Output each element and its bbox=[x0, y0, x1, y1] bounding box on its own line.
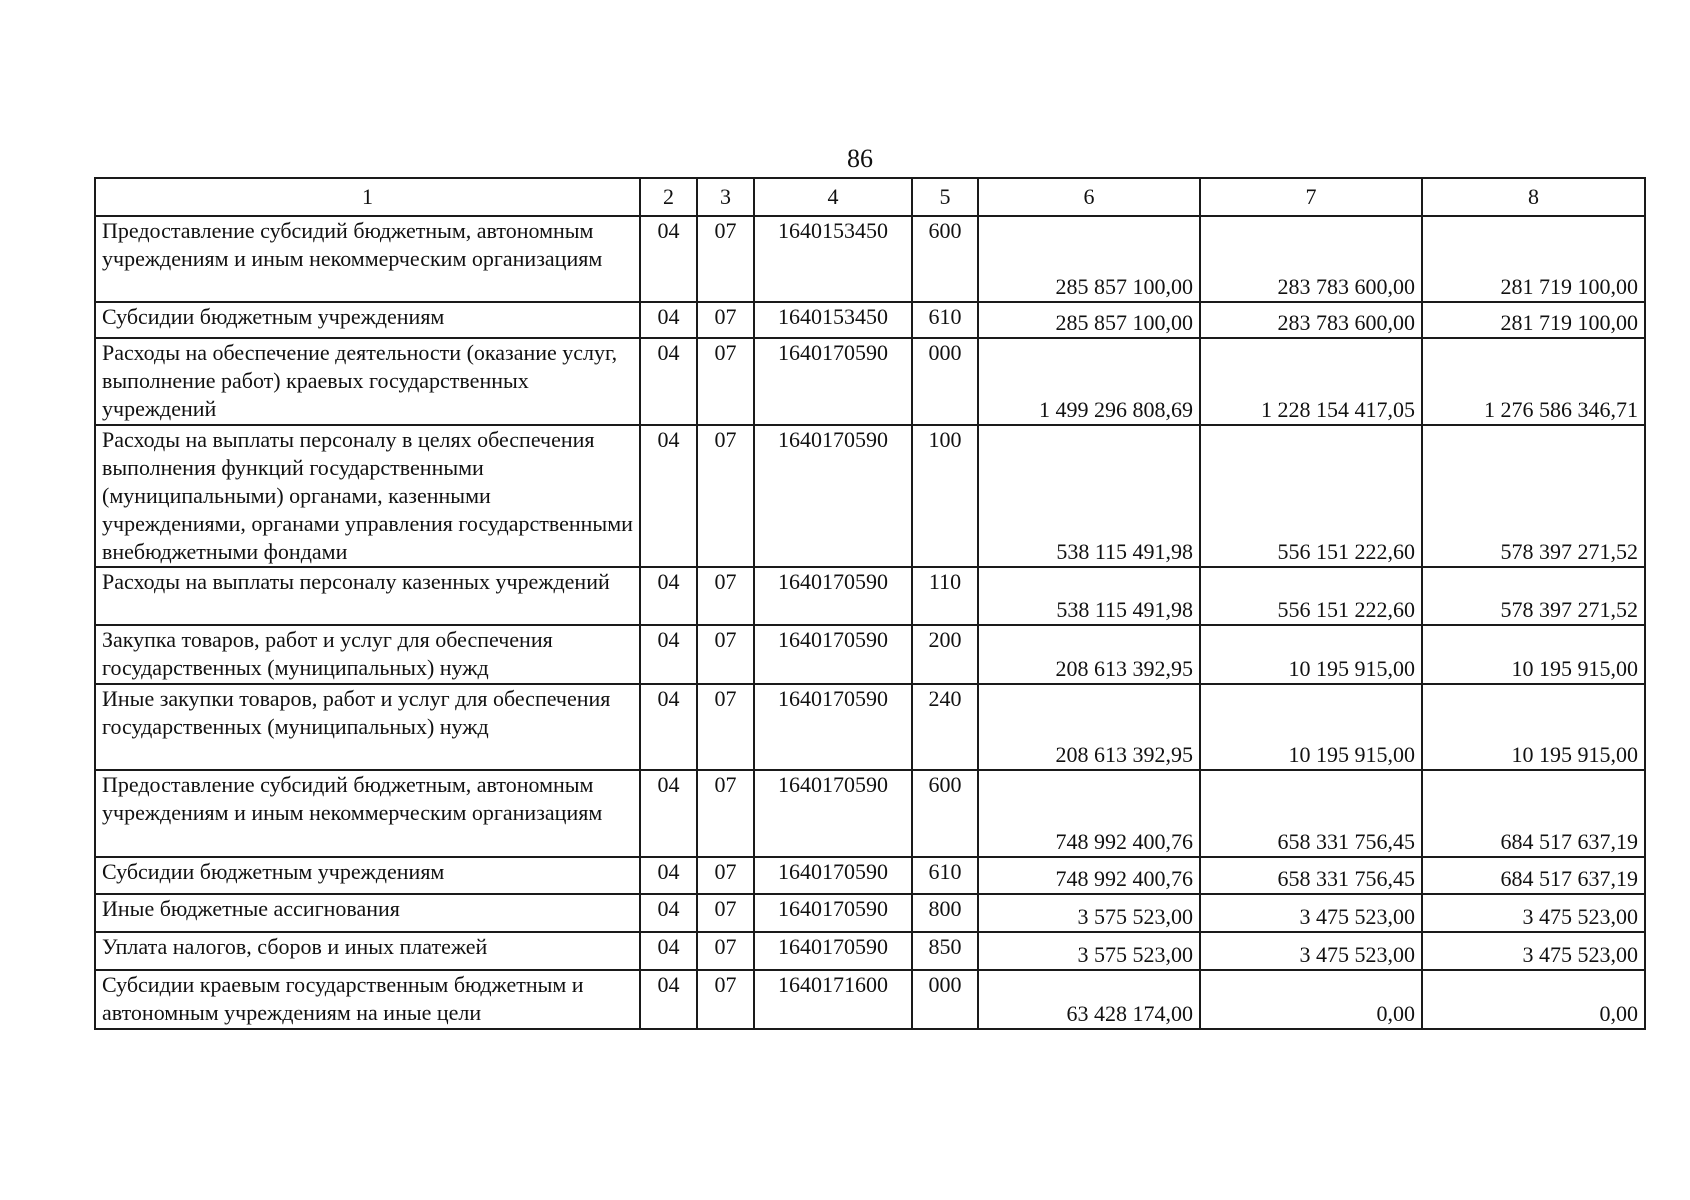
row-code-2: 04 bbox=[640, 625, 697, 684]
row-code-4: 1640170590 bbox=[754, 857, 912, 894]
table-row bbox=[95, 425, 1645, 567]
row-name: Предоставление субсидий бюджетным, автономным учреждениям и иным некоммерческим организациям bbox=[95, 770, 640, 857]
row-amount-7: 3 475 523,00 bbox=[1200, 932, 1422, 970]
row-code-3: 07 bbox=[697, 216, 754, 302]
row-code-3: 07 bbox=[697, 425, 754, 567]
row-name: Субсидии бюджетным учреждениям bbox=[95, 302, 640, 338]
row-code-2: 04 bbox=[640, 338, 697, 425]
row-amount-8: 10 195 915,00 bbox=[1422, 684, 1645, 770]
row-code-3: 07 bbox=[697, 302, 754, 338]
column-header: 1 bbox=[95, 178, 640, 216]
row-code-2: 04 bbox=[640, 857, 697, 894]
row-code-5: 800 bbox=[912, 894, 978, 932]
table-row bbox=[95, 625, 1645, 684]
row-code-5: 000 bbox=[912, 338, 978, 425]
row-code-4: 1640170590 bbox=[754, 932, 912, 970]
row-code-5: 100 bbox=[912, 425, 978, 567]
row-amount-6: 3 575 523,00 bbox=[978, 894, 1200, 932]
row-amount-8: 3 475 523,00 bbox=[1422, 932, 1645, 970]
row-code-3: 07 bbox=[697, 625, 754, 684]
row-amount-6: 538 115 491,98 bbox=[978, 425, 1200, 567]
page-number: 86 bbox=[847, 144, 873, 173]
row-code-2: 04 bbox=[640, 425, 697, 567]
row-code-5: 850 bbox=[912, 932, 978, 970]
row-code-3: 07 bbox=[697, 684, 754, 770]
row-amount-7: 3 475 523,00 bbox=[1200, 894, 1422, 932]
row-amount-6: 63 428 174,00 bbox=[978, 970, 1200, 1029]
row-code-3: 07 bbox=[697, 770, 754, 857]
row-name: Расходы на обеспечение деятельности (оказание услуг, выполнение работ) краевых государственных учреждений bbox=[95, 338, 640, 425]
row-name: Закупка товаров, работ и услуг для обеспечения государственных (муниципальных) нужд bbox=[95, 625, 640, 684]
row-code-5: 110 bbox=[912, 567, 978, 625]
column-header: 5 bbox=[912, 178, 978, 216]
row-code-2: 04 bbox=[640, 684, 697, 770]
row-amount-8: 684 517 637,19 bbox=[1422, 857, 1645, 894]
row-code-4: 1640170590 bbox=[754, 894, 912, 932]
row-name: Уплата налогов, сборов и иных платежей bbox=[95, 932, 640, 970]
row-amount-8: 0,00 bbox=[1422, 970, 1645, 1029]
row-code-4: 1640153450 bbox=[754, 216, 912, 302]
row-amount-6: 748 992 400,76 bbox=[978, 857, 1200, 894]
row-amount-7: 658 331 756,45 bbox=[1200, 770, 1422, 857]
table-row bbox=[95, 894, 1645, 932]
row-code-2: 04 bbox=[640, 567, 697, 625]
row-amount-6: 285 857 100,00 bbox=[978, 216, 1200, 302]
column-header: 3 bbox=[697, 178, 754, 216]
row-code-3: 07 bbox=[697, 567, 754, 625]
row-code-4: 1640170590 bbox=[754, 684, 912, 770]
row-amount-8: 10 195 915,00 bbox=[1422, 625, 1645, 684]
row-amount-6: 285 857 100,00 bbox=[978, 302, 1200, 338]
budget-table bbox=[94, 177, 1646, 1030]
row-code-5: 200 bbox=[912, 625, 978, 684]
row-name: Иные закупки товаров, работ и услуг для обеспечения государственных (муниципальных) нужд bbox=[95, 684, 640, 770]
table-row bbox=[95, 970, 1645, 1029]
header-row bbox=[95, 178, 1645, 216]
row-code-4: 1640170590 bbox=[754, 625, 912, 684]
row-amount-8: 578 397 271,52 bbox=[1422, 567, 1645, 625]
row-amount-7: 10 195 915,00 bbox=[1200, 684, 1422, 770]
row-amount-8: 281 719 100,00 bbox=[1422, 302, 1645, 338]
row-code-2: 04 bbox=[640, 770, 697, 857]
row-code-5: 600 bbox=[912, 216, 978, 302]
row-amount-7: 1 228 154 417,05 bbox=[1200, 338, 1422, 425]
row-amount-8: 684 517 637,19 bbox=[1422, 770, 1645, 857]
row-code-5: 610 bbox=[912, 302, 978, 338]
row-code-4: 1640171600 bbox=[754, 970, 912, 1029]
row-code-3: 07 bbox=[697, 857, 754, 894]
row-amount-6: 538 115 491,98 bbox=[978, 567, 1200, 625]
row-name: Субсидии краевым государственным бюджетным и автономным учреждениям на иные цели bbox=[95, 970, 640, 1029]
table-row bbox=[95, 857, 1645, 894]
column-header: 7 bbox=[1200, 178, 1422, 216]
row-code-2: 04 bbox=[640, 894, 697, 932]
table-row bbox=[95, 684, 1645, 770]
row-code-4: 1640153450 bbox=[754, 302, 912, 338]
row-amount-7: 283 783 600,00 bbox=[1200, 216, 1422, 302]
row-amount-8: 578 397 271,52 bbox=[1422, 425, 1645, 567]
row-code-2: 04 bbox=[640, 932, 697, 970]
table-row bbox=[95, 338, 1645, 425]
row-name: Предоставление субсидий бюджетным, автономным учреждениям и иным некоммерческим организациям bbox=[95, 216, 640, 302]
row-code-4: 1640170590 bbox=[754, 338, 912, 425]
table-row bbox=[95, 216, 1645, 302]
row-code-3: 07 bbox=[697, 338, 754, 425]
row-code-3: 07 bbox=[697, 894, 754, 932]
row-name: Расходы на выплаты персоналу казенных учреждений bbox=[95, 567, 640, 625]
table-row bbox=[95, 302, 1645, 338]
row-code-2: 04 bbox=[640, 302, 697, 338]
row-amount-8: 281 719 100,00 bbox=[1422, 216, 1645, 302]
table-row bbox=[95, 932, 1645, 970]
row-amount-7: 556 151 222,60 bbox=[1200, 425, 1422, 567]
row-name: Субсидии бюджетным учреждениям bbox=[95, 857, 640, 894]
row-code-4: 1640170590 bbox=[754, 425, 912, 567]
row-amount-7: 658 331 756,45 bbox=[1200, 857, 1422, 894]
row-amount-7: 283 783 600,00 bbox=[1200, 302, 1422, 338]
row-code-5: 240 bbox=[912, 684, 978, 770]
row-amount-7: 556 151 222,60 bbox=[1200, 567, 1422, 625]
column-header: 8 bbox=[1422, 178, 1645, 216]
table-row bbox=[95, 770, 1645, 857]
row-amount-6: 208 613 392,95 bbox=[978, 684, 1200, 770]
row-amount-8: 3 475 523,00 bbox=[1422, 894, 1645, 932]
row-amount-6: 3 575 523,00 bbox=[978, 932, 1200, 970]
row-code-5: 000 bbox=[912, 970, 978, 1029]
row-code-3: 07 bbox=[697, 932, 754, 970]
column-header: 2 bbox=[640, 178, 697, 216]
row-code-3: 07 bbox=[697, 970, 754, 1029]
row-amount-6: 208 613 392,95 bbox=[978, 625, 1200, 684]
row-amount-6: 1 499 296 808,69 bbox=[978, 338, 1200, 425]
row-code-2: 04 bbox=[640, 216, 697, 302]
row-amount-7: 0,00 bbox=[1200, 970, 1422, 1029]
row-name: Иные бюджетные ассигнования bbox=[95, 894, 640, 932]
row-code-4: 1640170590 bbox=[754, 567, 912, 625]
row-amount-7: 10 195 915,00 bbox=[1200, 625, 1422, 684]
row-code-5: 610 bbox=[912, 857, 978, 894]
row-name: Расходы на выплаты персоналу в целях обеспечения выполнения функций государственными (муниципальными) органами, казенными учреждениями, органами управления государственными внебюджетными фондами bbox=[95, 425, 640, 567]
row-amount-8: 1 276 586 346,71 bbox=[1422, 338, 1645, 425]
row-code-5: 600 bbox=[912, 770, 978, 857]
row-code-2: 04 bbox=[640, 970, 697, 1029]
table-row bbox=[95, 567, 1645, 625]
row-amount-6: 748 992 400,76 bbox=[978, 770, 1200, 857]
column-header: 4 bbox=[754, 178, 912, 216]
column-header: 6 bbox=[978, 178, 1200, 216]
row-code-4: 1640170590 bbox=[754, 770, 912, 857]
